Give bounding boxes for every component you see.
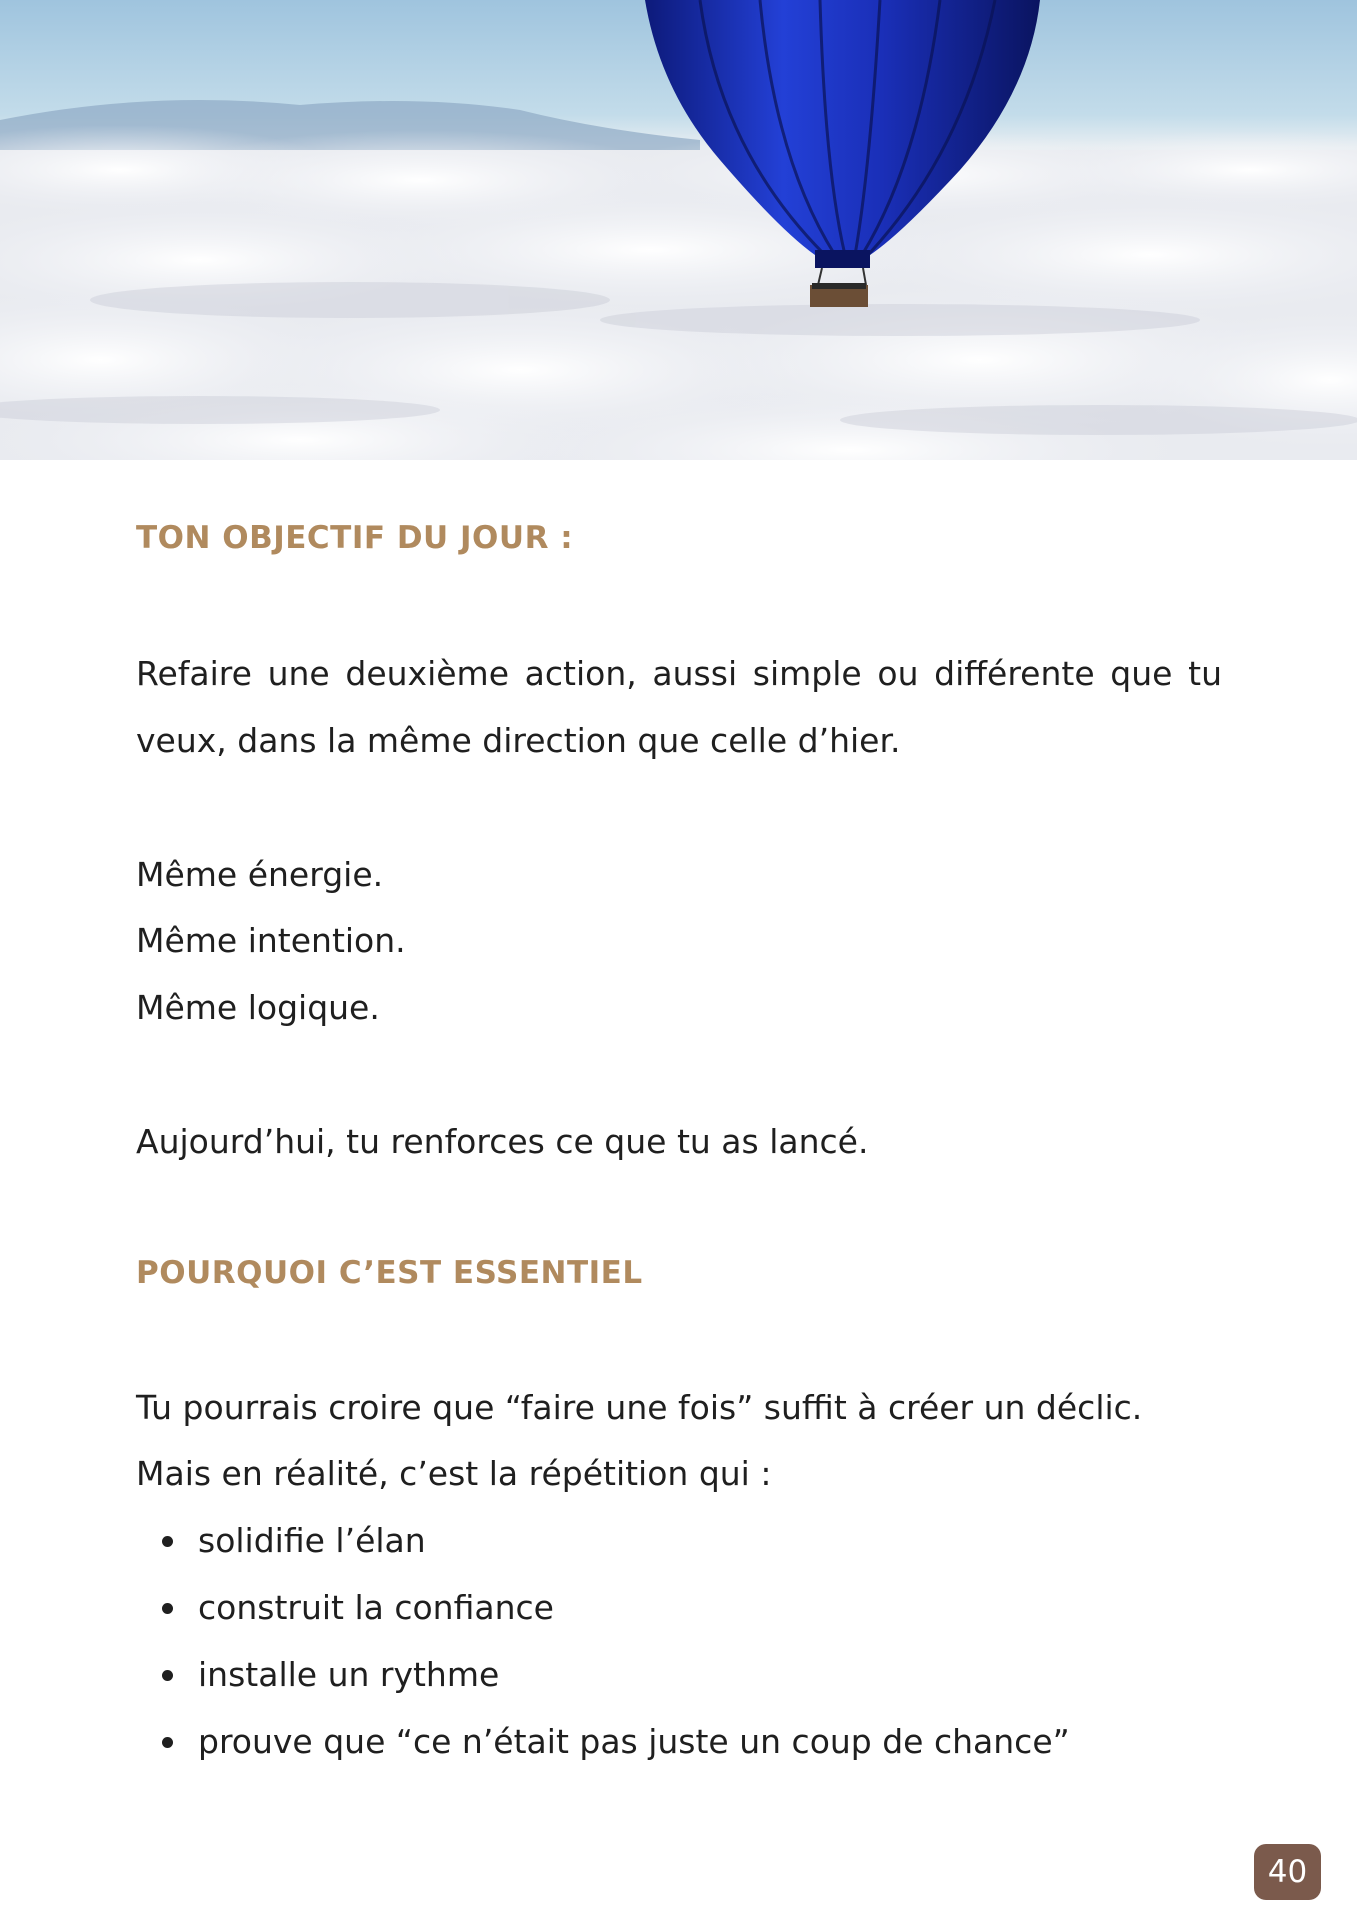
list-item-text: construit la confiance [198,1588,554,1627]
pourquoi-line-1: Tu pourrais croire que “faire une fois” suffit à créer un déclic. [136,1388,1143,1427]
bullet-icon [162,1603,173,1614]
list-item [136,1574,1070,1641]
line-intention: Même intention. [136,921,406,960]
line-logique: Même logique. [136,988,380,1027]
page-number-badge: 40 [1254,1844,1321,1900]
list-item [136,1641,1070,1708]
list-item [136,1507,1070,1574]
pourquoi-line-2: Mais en réalité, c’est la répétition qui : [136,1454,772,1493]
balloon-clouds-illustration [0,0,1357,460]
closing-line: Aujourd’hui, tu renforces ce que tu as lancé. [136,1122,869,1161]
hero-image [0,0,1357,460]
section-heading-pourquoi: POURQUOI C’EST ESSENTIEL [136,1255,643,1291]
list-item-text: prouve que “ce n’était pas juste un coup de chance” [198,1722,1070,1761]
list-item-text: installe un rythme [198,1655,500,1694]
list-item [136,1708,1070,1775]
objective-paragraph: Refaire une deuxième action, aussi simple ou différente que tu veux, dans la même direction que celle d’hier. [136,654,1222,760]
bullet-icon [162,1536,173,1547]
bullet-list [136,1507,1070,1775]
bullet-icon [162,1670,173,1681]
bullet-icon [162,1737,173,1748]
line-energie: Même énergie. [136,855,384,894]
list-item-text: solidifie l’élan [198,1521,426,1560]
section-heading-objectif: TON OBJECTIF DU JOUR : [136,520,574,556]
